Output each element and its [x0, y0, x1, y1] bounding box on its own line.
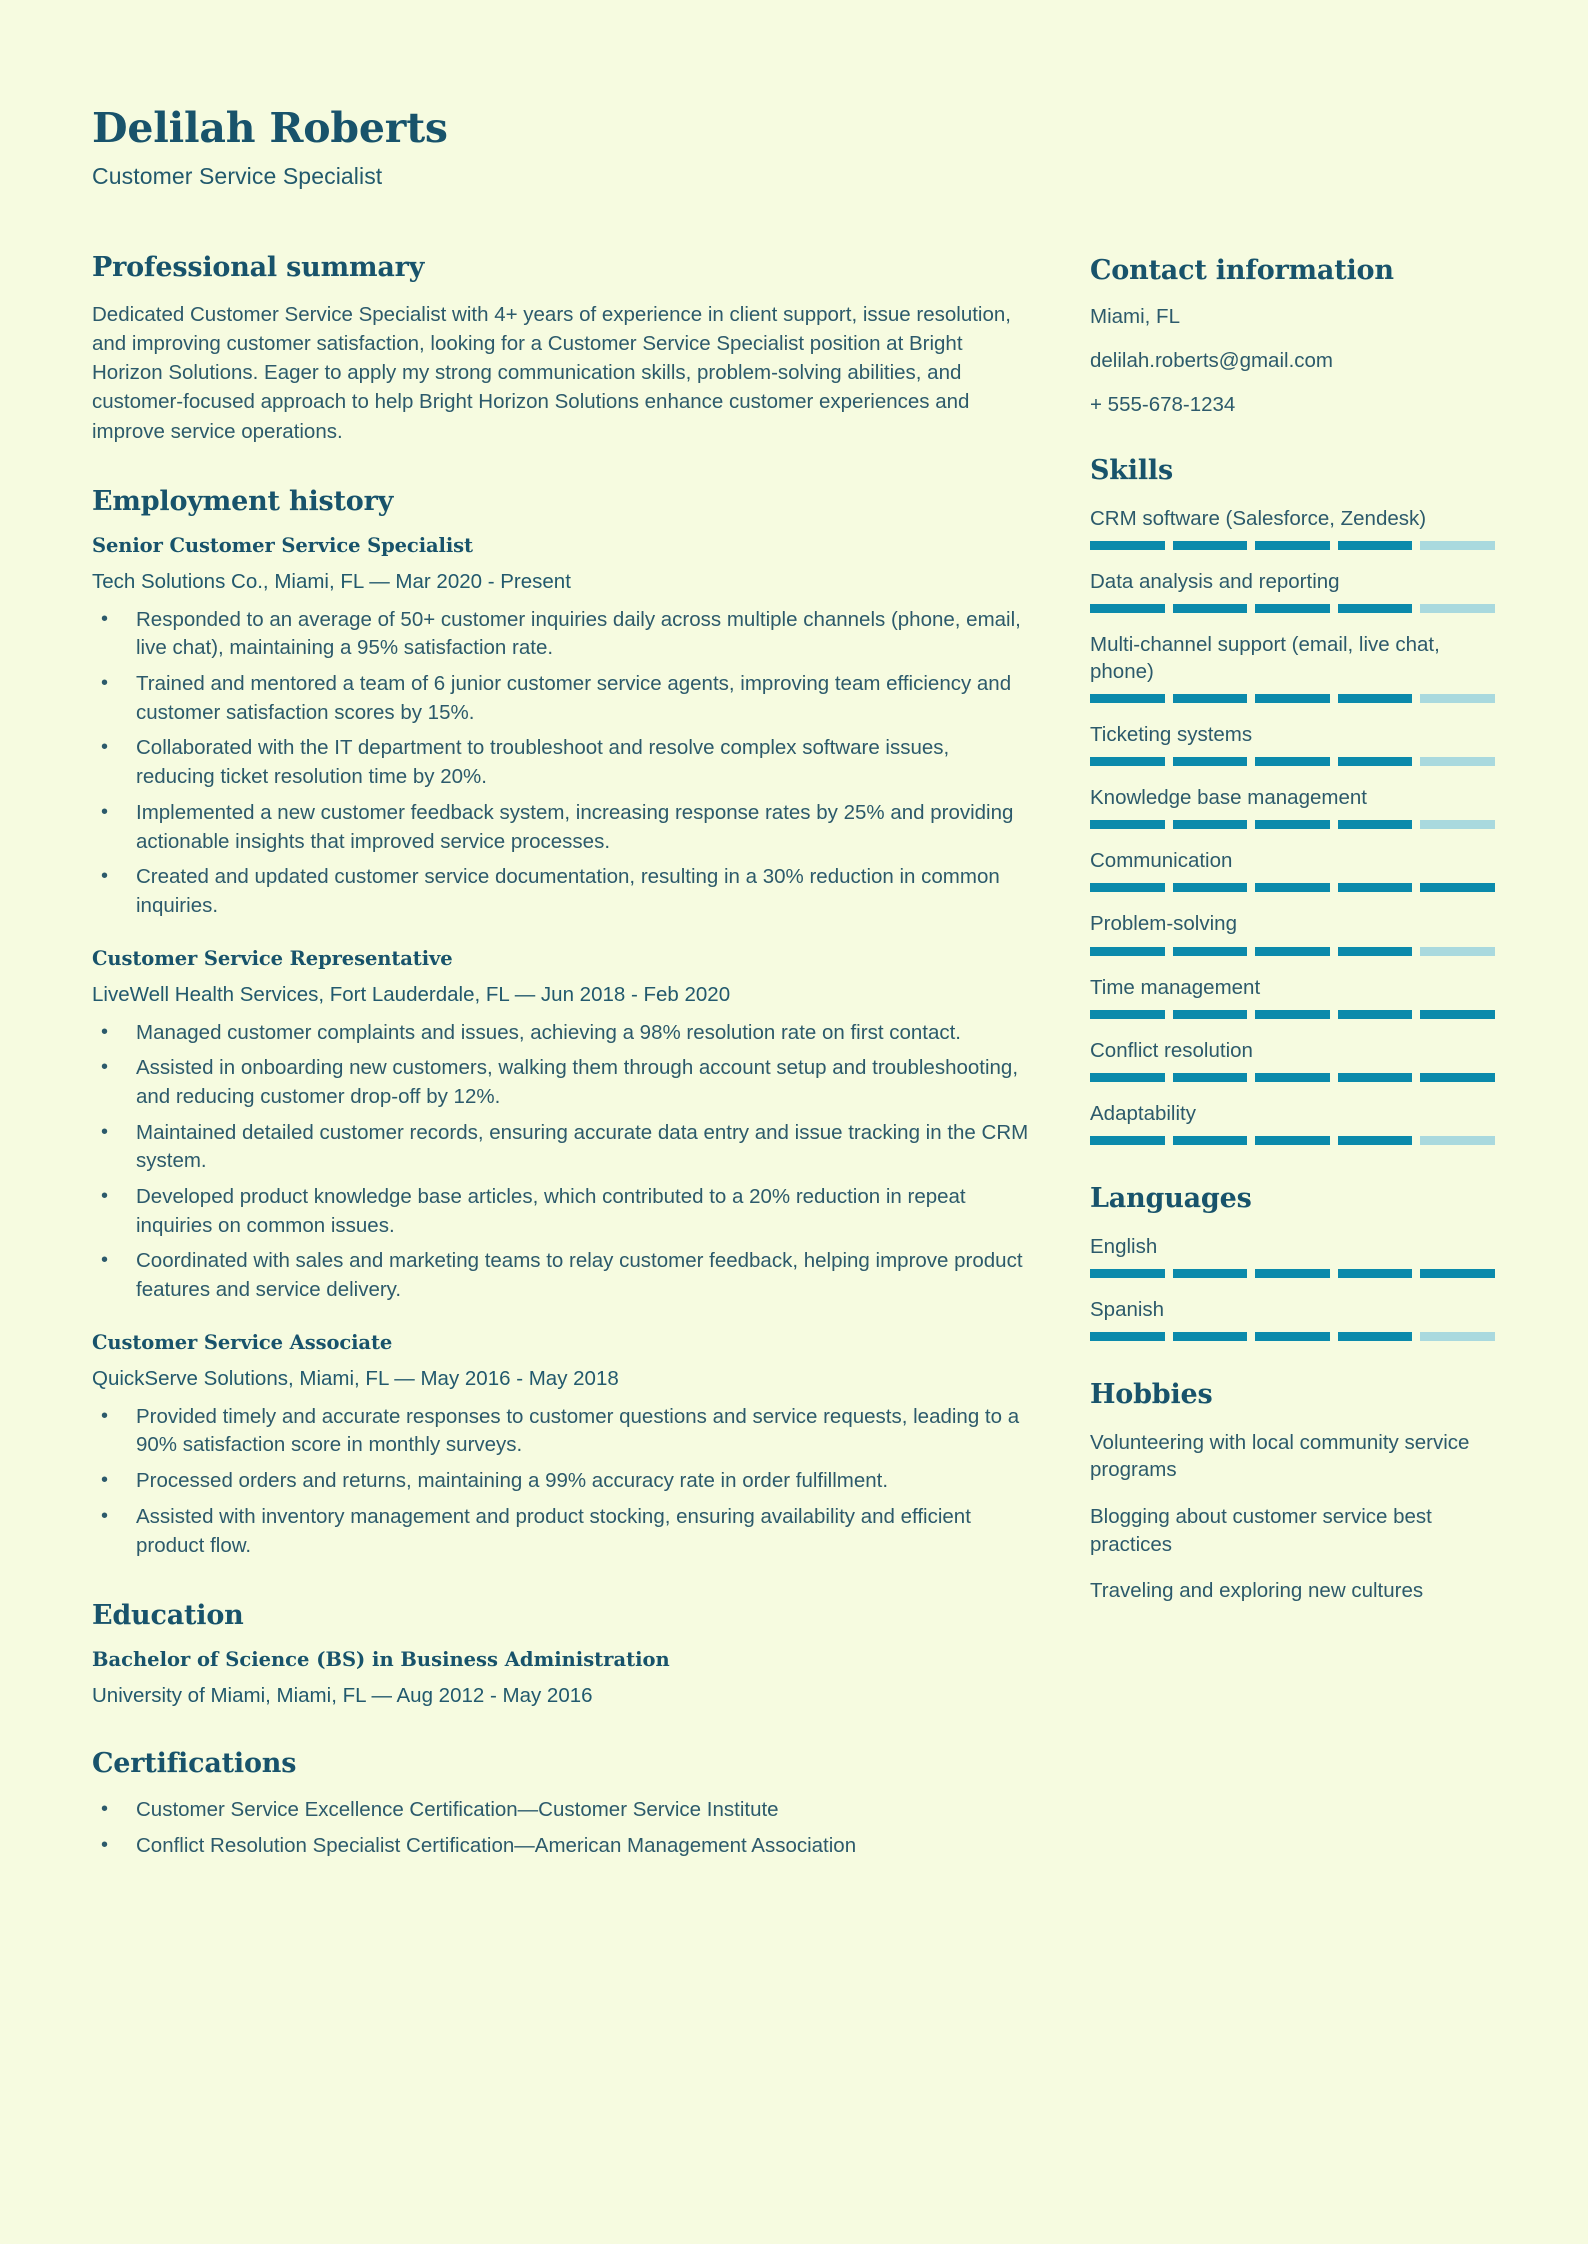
skill-label: Conflict resolution — [1090, 1038, 1253, 1062]
rating-segment — [1255, 1010, 1330, 1019]
rating-segment — [1420, 694, 1495, 703]
hobby-list — [1090, 1429, 1495, 1605]
employment-bullet: • Managed customer complaints and issues, achieving a 98% resolution rate on first contact. — [92, 1019, 1032, 1048]
resume-header — [92, 105, 1496, 190]
rating-segment — [1173, 883, 1248, 892]
rating-segment — [1255, 757, 1330, 766]
section-heading-languages: Languages — [1090, 1182, 1252, 1214]
hobby-item: Blogging about customer service best practices — [1090, 1505, 1432, 1556]
certification-item: • Conflict Resolution Specialist Certification—American Management Association — [92, 1832, 1032, 1861]
skill-rating-bar — [1090, 1073, 1495, 1082]
skill-item — [1090, 505, 1495, 550]
skill-label: Ticketing systems — [1090, 723, 1253, 747]
rating-segment — [1173, 541, 1248, 550]
employment-bullet: • Created and updated customer service documentation, resulting in a 30% reduction in common inquiries. — [92, 863, 1032, 920]
rating-segment — [1090, 1332, 1165, 1341]
education-meta: University of Miami, Miami, FL — Aug 2012 - May 2016 — [92, 1684, 593, 1708]
employment-entry — [92, 1331, 1032, 1560]
resume-body — [92, 252, 1496, 1900]
rating-segment — [1338, 820, 1413, 829]
rating-segment — [1173, 1073, 1248, 1082]
skill-rating-bar — [1090, 541, 1495, 550]
skill-label: Time management — [1090, 975, 1261, 999]
section-heading-summary: Professional summary — [92, 252, 425, 284]
section-education — [92, 1600, 1032, 1708]
skill-rating-bar — [1090, 604, 1495, 613]
candidate-name: Delilah Roberts — [92, 104, 448, 152]
rating-segment — [1255, 1332, 1330, 1341]
rating-segment — [1090, 604, 1165, 613]
contact-email[interactable]: delilah.roberts@gmail.com — [1090, 349, 1333, 373]
language-label: Spanish — [1090, 1297, 1165, 1321]
certification-list — [92, 1796, 1032, 1860]
skill-label: CRM software (Salesforce, Zendesk) — [1090, 507, 1427, 531]
rating-segment — [1420, 947, 1495, 956]
rating-segment — [1173, 757, 1248, 766]
hobby-item: Volunteering with local community service programs — [1090, 1430, 1470, 1482]
rating-segment — [1173, 947, 1248, 956]
skill-rating-bar — [1090, 820, 1495, 829]
rating-segment — [1338, 1269, 1413, 1278]
skill-rating-bar — [1090, 694, 1495, 703]
section-skills — [1090, 455, 1495, 1145]
employment-bullet: • Assisted in onboarding new customers, walking them through account setup and troubleshooting, and reducing customer drop-off by 12%. — [92, 1054, 1032, 1111]
employment-bullet: • Processed orders and returns, maintaining a 99% accuracy rate in order fulfillment. — [92, 1467, 1032, 1496]
employment-entry-list — [92, 534, 1032, 1561]
rating-segment — [1090, 1269, 1165, 1278]
rating-segment — [1338, 1332, 1413, 1341]
rating-segment — [1420, 757, 1495, 766]
rating-segment — [1173, 820, 1248, 829]
education-degree: Bachelor of Science (BS) in Business Administration — [92, 1648, 670, 1672]
section-heading-employment: Employment history — [92, 485, 394, 517]
rating-segment — [1090, 820, 1165, 829]
skill-label: Multi-channel support (email, live chat, phone) — [1090, 633, 1440, 684]
contact-phone[interactable]: + 555-678-1234 — [1090, 393, 1236, 417]
rating-segment — [1173, 1010, 1248, 1019]
rating-segment — [1090, 757, 1165, 766]
skill-rating-bar — [1090, 1136, 1495, 1145]
section-heading-certifications: Certifications — [92, 1748, 297, 1780]
rating-segment — [1255, 1136, 1330, 1145]
rating-segment — [1420, 1269, 1495, 1278]
employment-bullet-list — [92, 1019, 1032, 1305]
skill-item — [1090, 784, 1495, 829]
rating-segment — [1090, 1010, 1165, 1019]
employment-entry — [92, 947, 1032, 1305]
language-rating-bar — [1090, 1332, 1495, 1341]
skill-label: Knowledge base management — [1090, 786, 1367, 810]
skill-item — [1090, 1037, 1495, 1082]
skill-item — [1090, 974, 1495, 1019]
skill-item — [1090, 910, 1495, 955]
employment-bullet: • Coordinated with sales and marketing teams to relay customer feedback, helping improve product features and service delivery. — [92, 1247, 1032, 1304]
language-label: English — [1090, 1234, 1158, 1258]
rating-segment — [1090, 883, 1165, 892]
rating-segment — [1255, 883, 1330, 892]
sidebar-column — [1090, 252, 1495, 1605]
section-employment-history — [92, 486, 1032, 1561]
section-professional-summary — [92, 252, 1032, 446]
skill-label: Adaptability — [1090, 1101, 1196, 1125]
rating-segment — [1420, 820, 1495, 829]
employment-bullet: • Maintained detailed customer records, ensuring accurate data entry and issue tracking in the CRM system. — [92, 1119, 1032, 1176]
rating-segment — [1255, 694, 1330, 703]
rating-segment — [1173, 694, 1248, 703]
certification-item: • Customer Service Excellence Certification—Customer Service Institute — [92, 1796, 1032, 1825]
rating-segment — [1173, 1269, 1248, 1278]
section-heading-education: Education — [92, 1600, 244, 1632]
rating-segment — [1420, 1332, 1495, 1341]
rating-segment — [1338, 694, 1413, 703]
main-column — [92, 252, 1032, 1900]
rating-segment — [1338, 947, 1413, 956]
employment-bullet: • Assisted with inventory management and product stocking, ensuring availability and efficient product flow. — [92, 1503, 1032, 1560]
employment-entry-meta: QuickServe Solutions, Miami, FL — May 2016 - May 2018 — [92, 1366, 619, 1390]
skill-rating-bar — [1090, 883, 1495, 892]
skill-item — [1090, 631, 1495, 703]
employment-bullet: • Collaborated with the IT department to troubleshoot and resolve complex software issues, reducing ticket resolution time by 20%. — [92, 734, 1032, 791]
rating-segment — [1255, 1073, 1330, 1082]
rating-segment — [1420, 604, 1495, 613]
hobby-item: Traveling and exploring new cultures — [1090, 1579, 1424, 1603]
section-contact-information — [1090, 255, 1495, 417]
skill-rating-bar — [1090, 757, 1495, 766]
skill-rating-bar — [1090, 1010, 1495, 1019]
rating-segment — [1338, 1136, 1413, 1145]
rating-segment — [1173, 1136, 1248, 1145]
skill-list — [1090, 505, 1495, 1145]
rating-segment — [1255, 820, 1330, 829]
employment-bullet: • Implemented a new customer feedback system, increasing response rates by 25% and providing actionable insights that improved service processes. — [92, 799, 1032, 856]
skill-rating-bar — [1090, 947, 1495, 956]
rating-segment — [1255, 1269, 1330, 1278]
employment-bullet-list — [92, 606, 1032, 921]
skill-item — [1090, 1100, 1495, 1145]
contact-location: Miami, FL — [1090, 305, 1180, 329]
employment-entry-title: Customer Service Representative — [92, 946, 453, 970]
employment-entry-meta: LiveWell Health Services, Fort Lauderdale, FL — Jun 2018 - Feb 2020 — [92, 982, 731, 1006]
summary-text: Dedicated Customer Service Specialist with 4+ years of experience in client support, issue resolution, and improving customer satisfaction, looking for a Customer Service Specialist position at Bright Horizon Solutions. Eager to apply my strong communication skills, problem-solving abilities, and customer-focused approach to help Bright Horizon Solutions enhance customer experiences and improve service operations. — [92, 303, 1011, 443]
rating-segment — [1090, 947, 1165, 956]
rating-segment — [1090, 541, 1165, 550]
rating-segment — [1338, 1073, 1413, 1082]
candidate-job-title: Customer Service Specialist — [92, 163, 383, 190]
rating-segment — [1338, 883, 1413, 892]
skill-label: Problem-solving — [1090, 912, 1237, 936]
section-heading-contact: Contact information — [1090, 255, 1394, 287]
skill-label: Communication — [1090, 849, 1233, 873]
employment-bullet: • Responded to an average of 50+ customer inquiries daily across multiple channels (phone, email, live chat), maintaining a 95% satisfaction rate. — [92, 606, 1032, 663]
rating-segment — [1338, 604, 1413, 613]
rating-segment — [1255, 541, 1330, 550]
section-certifications — [92, 1748, 1032, 1860]
employment-bullet-list — [92, 1403, 1032, 1560]
rating-segment — [1090, 1136, 1165, 1145]
employment-bullet: • Provided timely and accurate responses to customer questions and service requests, leading to a 90% satisfaction score in monthly surveys. — [92, 1403, 1032, 1460]
rating-segment — [1338, 541, 1413, 550]
section-languages — [1090, 1183, 1495, 1341]
employment-entry-title: Customer Service Associate — [92, 1330, 393, 1354]
skill-item — [1090, 568, 1495, 613]
rating-segment — [1420, 883, 1495, 892]
employment-bullet: • Trained and mentored a team of 6 junior customer service agents, improving team efficiency and customer satisfaction scores by 15%. — [92, 670, 1032, 727]
employment-entry — [92, 534, 1032, 921]
rating-segment — [1338, 1010, 1413, 1019]
language-rating-bar — [1090, 1269, 1495, 1278]
rating-segment — [1420, 541, 1495, 550]
rating-segment — [1420, 1010, 1495, 1019]
skill-item — [1090, 847, 1495, 892]
language-item — [1090, 1233, 1495, 1278]
rating-segment — [1255, 604, 1330, 613]
rating-segment — [1338, 757, 1413, 766]
rating-segment — [1090, 1073, 1165, 1082]
rating-segment — [1420, 1073, 1495, 1082]
section-hobbies — [1090, 1379, 1495, 1605]
skill-label: Data analysis and reporting — [1090, 570, 1340, 594]
language-list — [1090, 1233, 1495, 1341]
rating-segment — [1173, 604, 1248, 613]
employment-bullet: • Developed product knowledge base articles, which contributed to a 20% reduction in repeat inquiries on common issues. — [92, 1183, 1032, 1240]
section-heading-hobbies: Hobbies — [1090, 1378, 1213, 1410]
rating-segment — [1420, 1136, 1495, 1145]
skill-item — [1090, 721, 1495, 766]
rating-segment — [1173, 1332, 1248, 1341]
section-heading-skills: Skills — [1090, 455, 1173, 487]
rating-segment — [1255, 947, 1330, 956]
employment-entry-title: Senior Customer Service Specialist — [92, 533, 473, 557]
rating-segment — [1090, 694, 1165, 703]
language-item — [1090, 1296, 1495, 1341]
employment-entry-meta: Tech Solutions Co., Miami, FL — Mar 2020 - Present — [92, 569, 571, 593]
